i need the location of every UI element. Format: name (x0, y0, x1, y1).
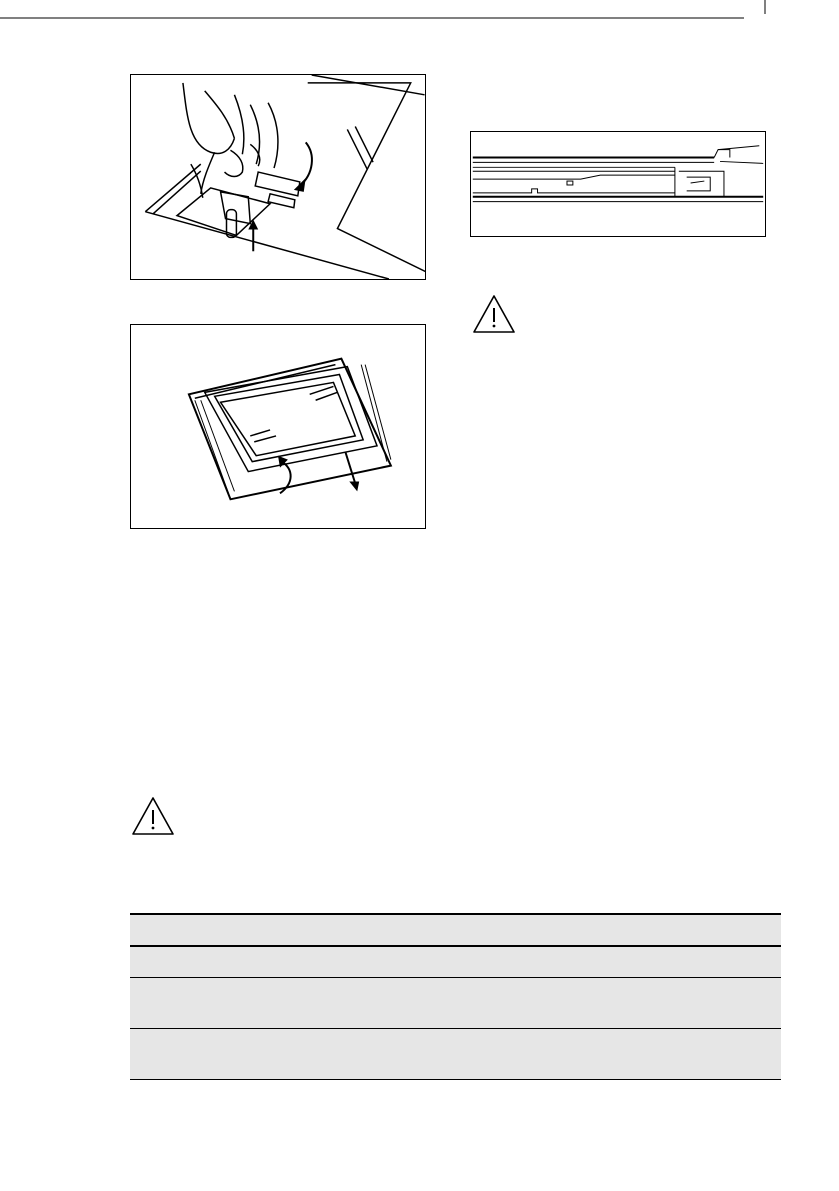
hinge-lock-drawing (131, 75, 425, 279)
cross-section-drawing (471, 132, 765, 236)
data-table (130, 913, 781, 1080)
door-glass-panel-illustration (130, 324, 426, 529)
glass-panel-drawing (131, 325, 425, 528)
glass-panel-slot-cross-section (470, 131, 766, 237)
door-hinge-lock-illustration (130, 74, 426, 280)
warning-triangle-icon (131, 796, 175, 836)
table-row (130, 1029, 781, 1080)
warning-triangle-icon (472, 294, 516, 334)
table-header (130, 913, 781, 947)
table-row (130, 947, 781, 978)
crop-marks (0, 0, 839, 40)
table-row (130, 978, 781, 1029)
